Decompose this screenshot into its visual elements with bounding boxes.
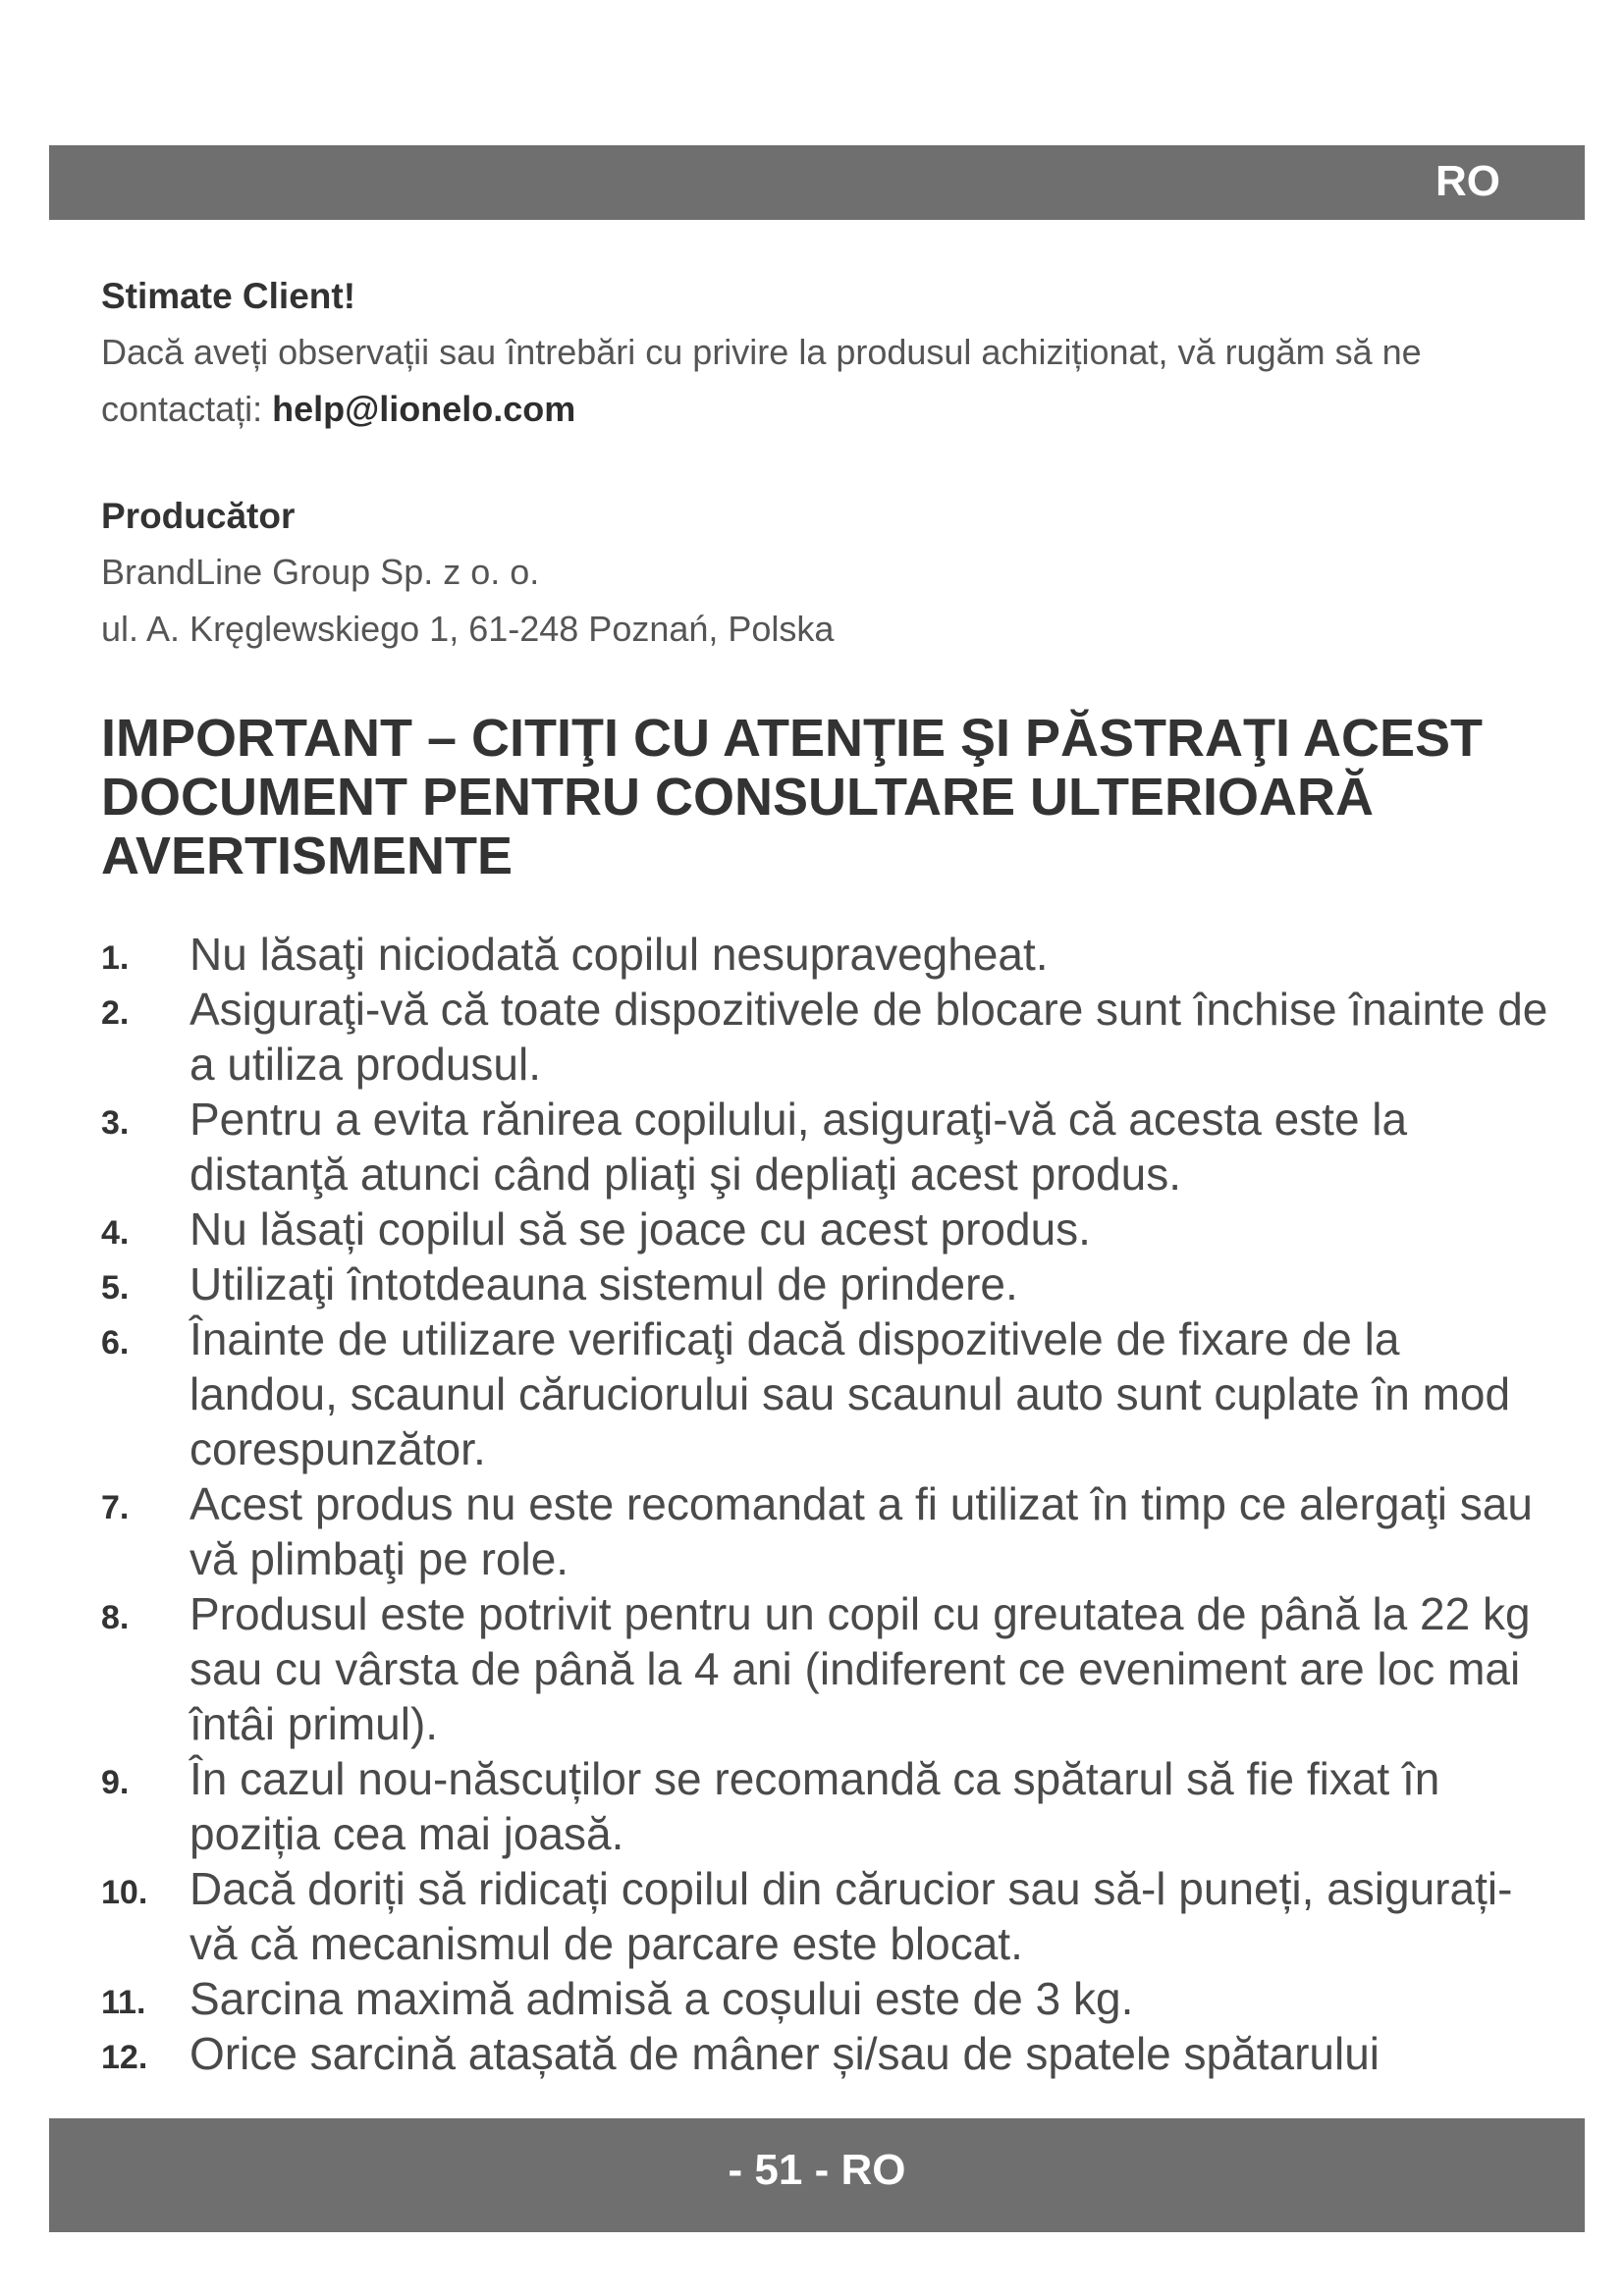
warning-item <box>101 982 1554 1092</box>
warning-number: 5. <box>101 1269 130 1307</box>
warning-item <box>101 2026 1554 2081</box>
producer-company: BrandLine Group Sp. z o. o. <box>101 552 540 592</box>
contact-message: Dacă aveți observații sau întrebări cu privire la produsul achiziționat, vă rugăm să ne contactați: <box>101 332 1422 429</box>
footer-bar <box>49 2118 1585 2232</box>
warning-item <box>101 1092 1554 1201</box>
producer-title: Producător <box>101 496 296 536</box>
contact-email: help@lionelo.com <box>272 389 576 429</box>
warning-item <box>101 1971 1554 2026</box>
warning-number: 7. <box>101 1489 130 1526</box>
warning-item <box>101 1476 1554 1586</box>
warning-number: 4. <box>101 1214 130 1252</box>
warning-item <box>101 1586 1554 1751</box>
warnings-list <box>101 927 1554 2081</box>
contact-text <box>101 324 1535 438</box>
contact-title: Stimate Client! <box>101 276 356 316</box>
warning-number: 2. <box>101 994 130 1032</box>
warning-text: Nu lăsaţi niciodată copilul nesupravegheat. <box>189 929 1049 980</box>
warning-text: Dacă doriți să ridicați copilul din cărucior sau să-l puneți, asigurați-vă că mecanismul de parcare este blocat. <box>189 1863 1513 1969</box>
warning-text: Sarcina maximă admisă a coșului este de 3 kg. <box>189 1973 1134 2024</box>
page-number: - 51 - RO <box>728 2146 906 2194</box>
warning-item <box>101 1256 1554 1311</box>
warning-item <box>101 1861 1554 1971</box>
warning-number: 11. <box>101 1984 146 2021</box>
warning-text: Nu lăsați copilul să se joace cu acest produs. <box>189 1203 1091 1255</box>
warning-number: 9. <box>101 1764 130 1801</box>
warning-text: Pentru a evita rănirea copilului, asiguraţi-vă că acesta este la distanţă atunci când pliaţi şi depliaţi acest produs. <box>189 1094 1408 1200</box>
warning-number: 8. <box>101 1599 130 1636</box>
producer-address: ul. A. Kręglewskiego 1, 61-248 Poznań, Polska <box>101 609 835 649</box>
main-title: IMPORTANT – CITIŢI CU ATENŢIE ŞI PĂSTRAŢI ACEST DOCUMENT PENTRU CONSULTARE ULTERIOARĂ AVERTISMENTE <box>101 709 1484 885</box>
warning-number: 12. <box>101 2039 148 2076</box>
warning-item <box>101 1201 1554 1256</box>
contact-section <box>101 269 1535 438</box>
warning-text: Înainte de utilizare verificaţi dacă dispozitivele de fixare de la landou, scaunul căruciorului sau scaunul auto sunt cuplate în mod corespunzător. <box>189 1313 1511 1474</box>
warning-number: 1. <box>101 939 130 977</box>
warning-number: 10. <box>101 1874 148 1911</box>
warning-text: În cazul nou-născuților se recomandă ca spătarul să fie fixat în poziția cea mai joasă. <box>189 1753 1440 1859</box>
warning-number: 3. <box>101 1104 130 1142</box>
warning-text: Utilizaţi întotdeauna sistemul de prindere. <box>189 1258 1018 1309</box>
language-code: RO <box>1435 157 1500 205</box>
warning-item <box>101 1311 1554 1476</box>
producer-section <box>101 489 1535 658</box>
header-bar <box>49 145 1585 220</box>
warning-text: Asiguraţi-vă că toate dispozitivele de blocare sunt închise înainte de a utiliza produsul. <box>189 984 1548 1090</box>
warning-item <box>101 1751 1554 1861</box>
warning-text: Produsul este potrivit pentru un copil cu greutatea de până la 22 kg sau cu vârsta de până la 4 ani (indiferent ce eveniment are loc mai întâi primul). <box>189 1588 1531 1749</box>
warning-text: Orice sarcină atașată de mâner și/sau de spatele spătarului <box>189 2028 1380 2079</box>
warning-number: 6. <box>101 1324 130 1362</box>
warning-item <box>101 927 1554 982</box>
warning-text: Acest produs nu este recomandat a fi utilizat în timp ce alergaţi sau vă plimbaţi pe role. <box>189 1478 1533 1584</box>
